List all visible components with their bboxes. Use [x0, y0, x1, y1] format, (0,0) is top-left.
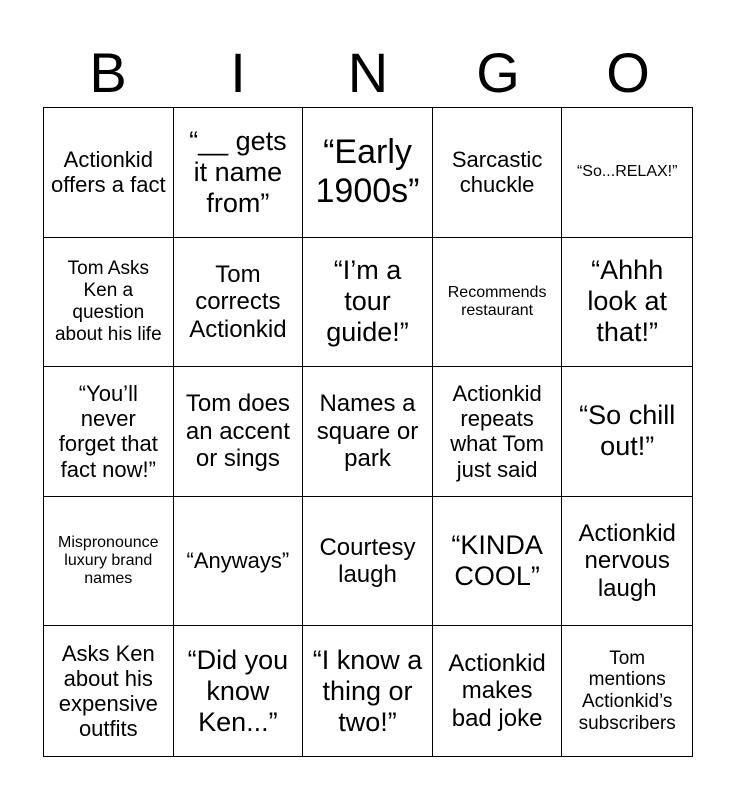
bingo-grid [43, 107, 693, 757]
bingo-cell-r2c1[interactable]: Tom Asks Ken a question about his life [44, 238, 174, 368]
bingo-cell-r1c5[interactable]: “So...RELAX!” [562, 108, 692, 238]
bingo-cell-r1c3[interactable]: “Early 1900s” [303, 108, 433, 238]
bingo-cell-r5c1[interactable]: Asks Ken about his expensive outfits [44, 626, 174, 756]
bingo-cell-r4c5[interactable]: Actionkid nervous laugh [562, 497, 692, 627]
header-letter-o: O [606, 41, 650, 104]
bingo-cell-r3c1[interactable]: “You’ll never forget that fact now!” [44, 367, 174, 497]
header-letter-b: B [89, 41, 127, 104]
bingo-cell-r1c2[interactable]: “__ gets it name from” [174, 108, 304, 238]
bingo-cell-r5c5[interactable]: Tom mentions Actionkid’s subscribers [578, 647, 676, 735]
bingo-cell-r4c4[interactable]: “KINDA COOL” [433, 497, 563, 627]
bingo-cell-r4c2[interactable]: “Anyways” [174, 497, 304, 627]
bingo-cell-r1c1[interactable]: Actionkid offers a fact [44, 108, 174, 238]
bingo-cell-r3c2[interactable]: Tom does an accent or sings [174, 367, 304, 497]
header-letter-i: I [230, 41, 246, 104]
bingo-cell-r5c3[interactable]: “I know a thing or two!” [303, 626, 433, 756]
bingo-cell-r4c1[interactable]: Mispronounce luxury brand names [44, 497, 174, 627]
bingo-cell-r2c3[interactable]: “I’m a tour guide!” [303, 238, 433, 368]
bingo-cell-r3c4[interactable]: Actionkid repeats what Tom just said [433, 367, 563, 497]
bingo-cell-r4c3[interactable]: Courtesy laugh [303, 497, 433, 627]
bingo-cell-r1c4[interactable]: Sarcastic chuckle [433, 108, 563, 238]
bingo-cell-r2c2[interactable]: Tom corrects Actionkid [174, 238, 304, 368]
bingo-cell-r2c5[interactable]: “Ahhh look at that!” [562, 238, 692, 368]
bingo-cell-r3c5[interactable]: “So chill out!” [562, 367, 692, 497]
bingo-cell-r3c3[interactable]: Names a square or park [303, 367, 433, 497]
bingo-cell-r5c4[interactable]: Actionkid makes bad joke [433, 626, 563, 756]
header-letter-n: N [347, 41, 389, 104]
bingo-cell-r2c4[interactable]: Recommends restaurant [433, 238, 563, 368]
bingo-header [43, 40, 693, 106]
header-letter-g: G [476, 41, 520, 104]
bingo-cell-r5c2[interactable]: “Did you know Ken...” [174, 626, 304, 756]
